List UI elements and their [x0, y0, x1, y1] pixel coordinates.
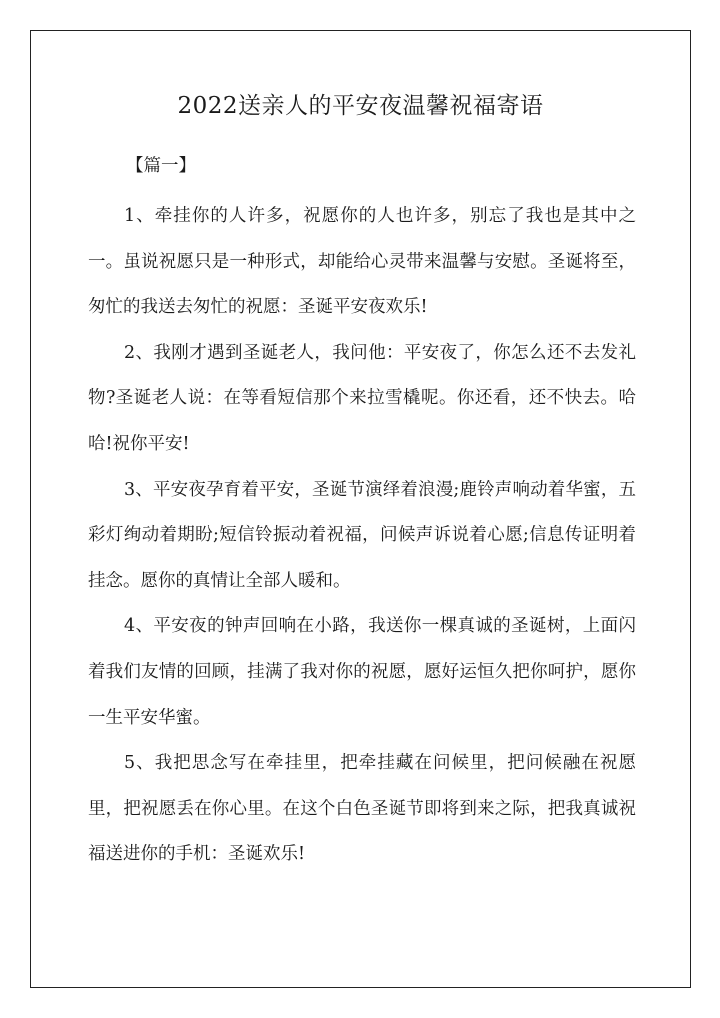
paragraph-1: 1、牵挂你的人许多，祝愿你的人也许多，别忘了我也是其中之一。虽说祝愿只是一种形式，却能给心灵带来温馨与安慰。圣诞将至，匆忙的我送去匆忙的祝愿：圣诞平安夜欢乐! — [88, 206, 636, 318]
document-title: 2022送亲人的平安夜温馨祝福寄语 — [177, 93, 544, 119]
section-heading: 【篇一】 — [126, 156, 196, 176]
paragraph-3: 3、平安夜孕育着平安，圣诞节演绎着浪漫;鹿铃声响动着华蜜，五彩灯绚动着期盼;短信铃振动着祝福，问候声诉说着心愿;信息传证明着挂念。愿你的真情让全部人暖和。 — [88, 479, 636, 591]
paragraph-2: 2、我刚才遇到圣诞老人，我问他：平安夜了，你怎么还不去发礼物?圣诞老人说：在等看短信那个来拉雪橇呢。你还看，还不快去。哈哈!祝你平安! — [88, 342, 636, 454]
document-body — [88, 148, 636, 878]
paragraph-4: 4、平安夜的钟声回响在小路，我送你一棵真诚的圣诞树，上面闪着我们友情的回顾，挂满了我对你的祝愿，愿好运恒久把你呵护，愿你一生平安华蜜。 — [88, 616, 636, 728]
paragraph-5: 5、我把思念写在牵挂里，把牵挂藏在问候里，把问候融在祝愿里，把祝愿丢在你心里。在这个白色圣诞节即将到来之际，把我真诚祝福送进你的手机：圣诞欢乐! — [88, 753, 636, 865]
